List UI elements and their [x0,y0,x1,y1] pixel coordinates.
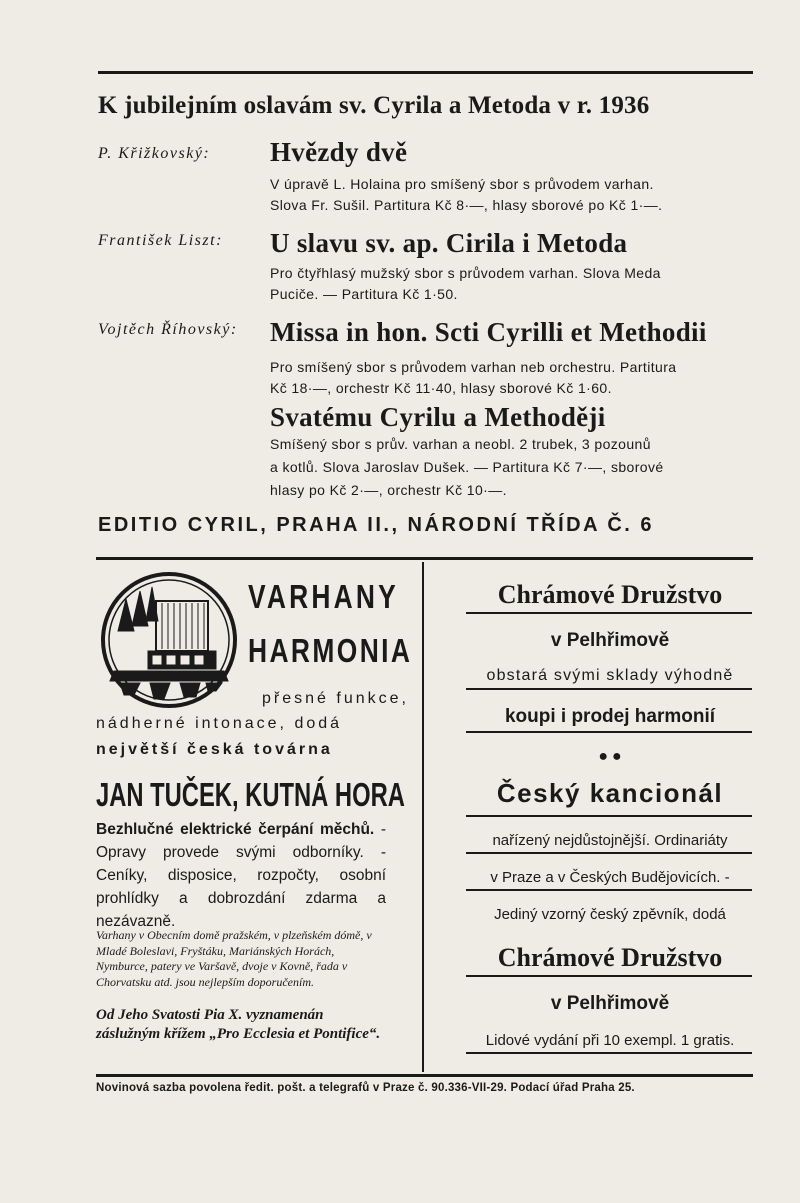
work-desc-line: V úpravě L. Holaina pro smíšený sbor s průvodem varhan. [270,176,654,192]
ads-divider [422,562,424,1072]
ads-bottom-rule [96,1074,753,1077]
underline [466,889,752,891]
right-line-2: koupi i prodej harmonií [504,706,716,727]
top-rule [98,71,753,74]
work-desc-line: Pro smíšený sbor s průvodem varhan neb orchestru. Partitura [270,359,677,375]
right-line-1: obstará svými sklady výhodně [486,667,734,684]
ad-line: přesné funkce, [262,690,409,707]
right-line-5: Jediný vzorný český zpěvník, dodá [494,906,726,923]
dots: ● ● [598,748,622,765]
footer-note: Novinová sazba povolena ředit. pošt. a telegrafů v Praze č. 90.336-VII-29. Podací úřad Praha 25. [96,1082,635,1094]
underline [466,1052,752,1054]
ad-line: nádherné intonace, dodá [96,715,343,732]
right-line-3: nařízený nejdůstojnější. Ordinariáty [492,832,728,849]
references-text: Varhany v Obecním domě pražském, v plzeňském dómě, v Mladé Boleslavi, Fryštáku, Mariánských Horách, Nymburce, patery ve Varšavě, dvoje v Kovně, řada v Chorvatsku atd. jsou nejlepším doporučením. [96,928,372,989]
work-desc-line: Slova Fr. Sušil. Partitura Kč 8·—, hlasy sborové po Kč 1·—. [270,197,663,213]
page-title: K jubilejním oslavám sv. Cyrila a Metoda v r. 1936 [98,92,650,119]
publisher-line: EDITIO CYRIL, PRAHA II., NÁRODNÍ TŘÍDA Č. 6 [98,514,655,536]
ad-body [96,818,386,933]
composer-rihovsky: Vojtěch Říhovský: [98,321,238,338]
place-2: v Pelhřimově [550,993,670,1014]
work-title-hvezdy: Hvězdy dvě [270,137,408,167]
award-text: Od Jeho Svatosti Pia X. vyznamenán záslužným křížem „Pro Ecclesia et Pontifice“. [96,1007,381,1042]
underline [466,612,752,614]
right-title-2: Český kancionál [496,778,724,808]
work-title-u-slavu: U slavu sv. ap. Cirila i Metoda [270,228,628,258]
underline [466,852,752,854]
composer-liszt: František Liszt: [98,232,223,249]
work-title-missa: Missa in hon. Scti Cyrilli et Methodii [270,317,707,347]
work-desc-line: Kč 18·—, orchestr Kč 11·40, hlasy sborové Kč 1·60. [270,380,612,396]
underline [466,815,752,817]
composer-krizkovsky: P. Křižkovský: [98,145,211,162]
work-title-svatemu: Svatému Cyrilu a Methoději [270,402,606,432]
ad-body-bold: Bezhlučné elektrické čerpání měchů. [96,821,375,838]
work-desc-line: hlasy po Kč 2·—, orchestr Kč 10·—. [270,482,507,498]
ad-line: největší česká továrna [96,741,333,758]
ads-top-rule [96,557,753,560]
right-line-4: v Praze a v Českých Budějovicích. - [490,869,730,886]
underline [466,975,752,977]
right-line-6: Lidové vydání při 10 exempl. 1 gratis. [485,1032,735,1049]
underline [466,688,752,690]
organ-emblem-icon [100,571,238,709]
work-desc-line: Pro čtyřhlasý mužský sbor s průvodem varhan. Slova Meda [270,265,661,281]
work-desc-line: Smíšený sbor s prův. varhan a neobl. 2 trubek, 3 pozounů [270,436,651,452]
ad-body-rest: - Opravy provede svými odborníky. - Ceníky, disposice, rozpočty, osobní prohlídky a dobrozdání zdarma a nezávazně. [96,821,386,930]
right-title-3: Chrámové Družstvo [497,943,723,972]
place-1: v Pelhřimově [550,630,670,651]
work-desc-line: Puciče. — Partitura Kč 1·50. [270,286,458,302]
heading-harmonia: HARMONIA [248,632,413,669]
company-name: JAN TUČEK, KUTNÁ HORA [96,776,405,813]
heading-varhany: VARHANY [248,578,399,615]
underline [466,731,752,733]
right-title-1: Chrámové Družstvo [497,580,723,609]
work-desc-line: a kotlů. Slova Jaroslav Dušek. — Partitura Kč 7·—, sborové [270,459,664,475]
